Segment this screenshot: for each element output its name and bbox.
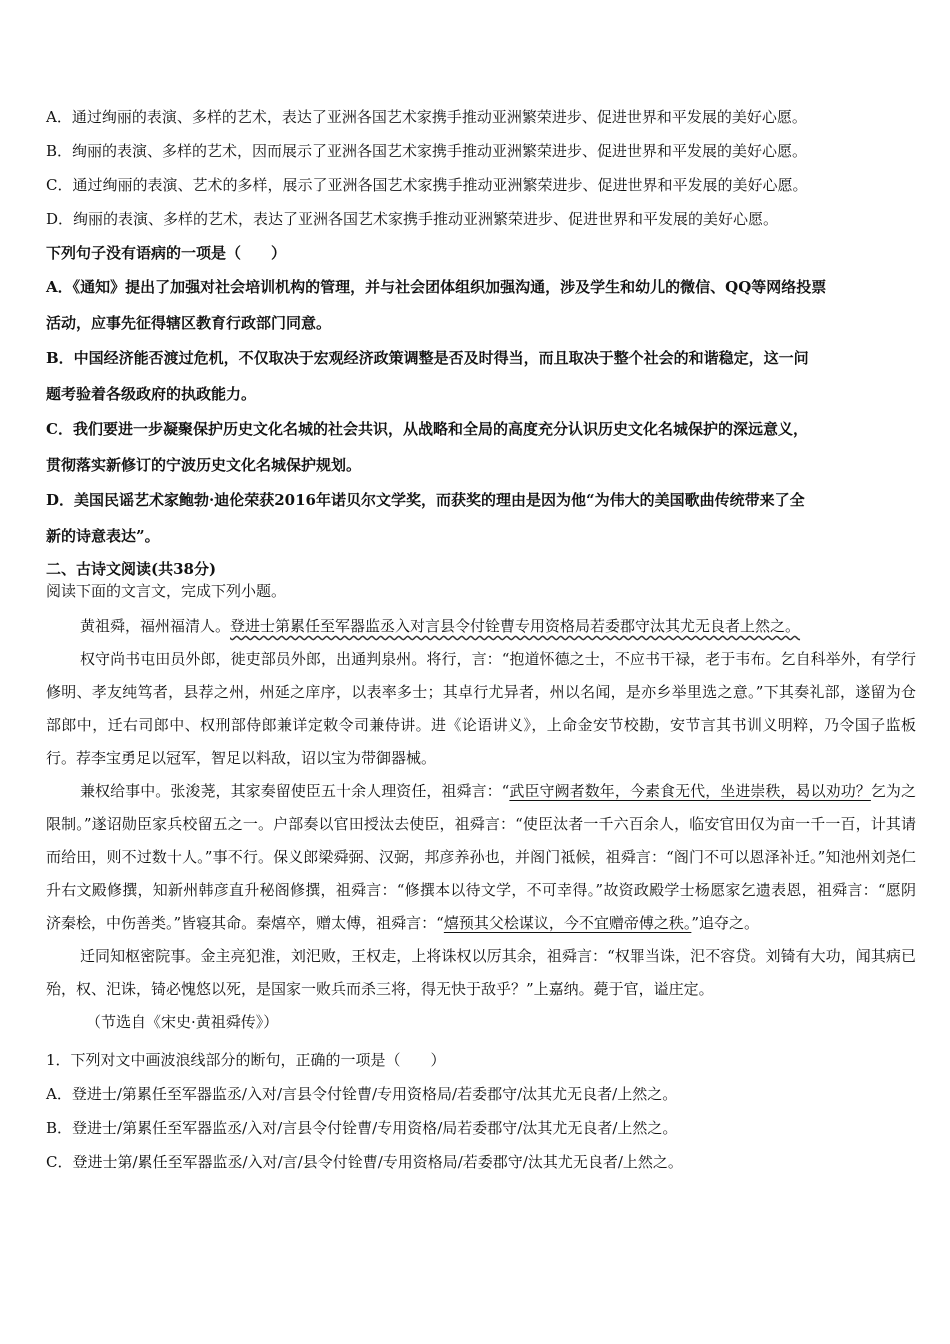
question-stem: 下列句子没有语病的一项是（ ） xyxy=(46,244,287,262)
paragraph-3-part-b: 乞为之限制。”遂诏勋臣家兵校留五之一。户部奏以官田授汰去使臣，祖舜言：“使臣汰者一千六百余人，临安官田仅为亩一千一百，计其请而给田，则不过数十人。”事不行。保义郎梁舜弼、汉弼，邦彦养孙也，并阁门祗候，祖舜言：“阁门不可以恩泽补迁。”知池州刘尧仁升右文殿修撰，知新州韩彦直升秘阁修撰，祖舜言：“修撰本以待文学，不可幸得。”故资政殿学士杨愿家乞遗表恩，祖舜言：“愿阴济秦桧，中伤善类。”皆寝其命。秦熺卒，赠太傅，祖舜言：“ xyxy=(46,782,916,932)
paragraph-3-part-c: ”追夺之。 xyxy=(691,914,760,932)
wavy-underlined-text: 登进士第累任至军器监丞入对言县令付铨曹专用资格局若委郡守汰其尤无良者上然之。 xyxy=(230,617,801,635)
question-1-stem: 1．下列对文中画波浪线部分的断句，正确的一项是（ ） xyxy=(46,1051,446,1069)
passage-paragraph-4: 迁同知枢密院事。金主亮犯淮，刘汜败，王权走，上将诛权以厉其余，祖舜言：“权罪当诛，汜不容贷。刘锜有大功，闻其病已殆，权、汜诛，锜必愧悠以死，是国家一败兵而杀三将，得无快于敌乎？”上嘉纳。薨于官，谥庄定。 xyxy=(46,947,916,998)
option-b: B．绚丽的表演、多样的艺术，因而展示了亚洲各国艺术家携手推动亚洲繁荣进步、促进世界和平发展的美好心愿。 xyxy=(46,142,808,160)
paragraph-1-intro: 黄祖舜，福州福清人。 xyxy=(80,617,231,635)
question-1-option-a: A．登进士/第累任至军器监丞/入对/言县令付铨曹/专用资格局/若委郡守/汰其尤无良者/上然之。 xyxy=(46,1085,678,1103)
option-d-line1: D．美国民谣艺术家鲍勃·迪伦荣获2016年诺贝尔文学奖，而获奖的理由是因为他“为伟大的美国歌曲传统带来了全 xyxy=(46,491,805,509)
option-b-line1: B．中国经济能否渡过危机，不仅取决于宏观经济政策调整是否及时得当，而且取决于整个社会的和谐稳定，这一问 xyxy=(46,349,809,367)
classical-passage xyxy=(46,610,916,1039)
option-a: A．通过绚丽的表演、多样的艺术，表达了亚洲各国艺术家携手推动亚洲繁荣进步、促进世界和平发展的美好心愿。 xyxy=(46,108,807,126)
option-a-line1: A．《通知》提出了加强对社会培训机构的管理，并与社会团体组织加强沟通，涉及学生和幼儿的微信、QQ等网络投票 xyxy=(46,278,827,296)
passage-paragraph-3 xyxy=(46,775,916,940)
option-c-line2: 贯彻落实新修订的宁波历史文化名城保护规划。 xyxy=(46,455,362,474)
question-1 xyxy=(46,1043,916,1179)
question-1-option-c: C．登进士第/累任至军器监丞/入对/言/县令付铨曹/专用资格局/若委郡守/汰其尤无良者/上然之。 xyxy=(46,1153,683,1171)
option-c: C．通过绚丽的表演、艺术的多样，展示了亚洲各国艺术家携手推动亚洲繁荣进步、促进世界和平发展的美好心愿。 xyxy=(46,176,808,194)
section-title: 二、古诗文阅读(共38分) xyxy=(46,560,217,578)
paragraph-3-part-a: 兼权给事中。张浚荛，其家奏留使臣五十余人理资任，祖舜言：“ xyxy=(80,782,510,800)
section-instruction: 阅读下面的文言文，完成下列小题。 xyxy=(46,582,287,600)
underlined-sentence-2: 熺预其父桧谋议，今不宜赠帝傅之秩。 xyxy=(443,914,692,932)
passage-source: （节选自《宋史·黄祖舜传》） xyxy=(86,1013,279,1031)
option-c-line1: C．我们要进一步凝聚保护历史文化名城的社会共识，从战略和全局的高度充分认识历史文化名城保护的深远意义， xyxy=(46,420,808,438)
passage-paragraph-2: 权守尚书屯田员外郎，徙吏部员外郎，出通判泉州。将行，言：“抱道怀德之士，不应书干禄，老于韦布。乞自科举外，有学行修明、孝友纯笃者，县荐之州，州延之庠序，以表率多士；其卓行尤异者，州以名闻，是亦乡举里选之意。”下其奏礼部，遂留为仓部郎中，迁右司郎中、权刑部侍郎兼详定敕令司兼侍讲。进《论语讲义》，上命金安节校勘，安节言其书训义明粹，乃令国子监板行。荐李宝勇足以冠军，智足以料敌，诏以宝为带御器械。 xyxy=(46,650,916,767)
passage-paragraph-1 xyxy=(46,610,916,643)
option-a-line2: 活动，应事先征得辖区教育行政部门同意。 xyxy=(46,313,332,332)
option-d: D．绚丽的表演、多样的艺术，表达了亚洲各国艺术家携手推动亚洲繁荣进步、促进世界和平发展的美好心愿。 xyxy=(46,210,779,228)
option-b-line2: 题考验着各级政府的执政能力。 xyxy=(46,384,257,403)
question-1-option-b: B．登进士/第累任至军器监丞/入对/言县令付铨曹/专用资格/局若委郡守/汰其尤无良者/上然之。 xyxy=(46,1119,678,1137)
previous-question-options xyxy=(46,100,916,236)
document-page xyxy=(46,100,916,1179)
option-d-line2: 新的诗意表达”。 xyxy=(46,526,160,545)
underlined-sentence-1: 武臣守阙者数年，今素食无代，坐进崇秩，曷以劝功？ xyxy=(509,782,871,800)
grammar-question xyxy=(46,236,916,554)
